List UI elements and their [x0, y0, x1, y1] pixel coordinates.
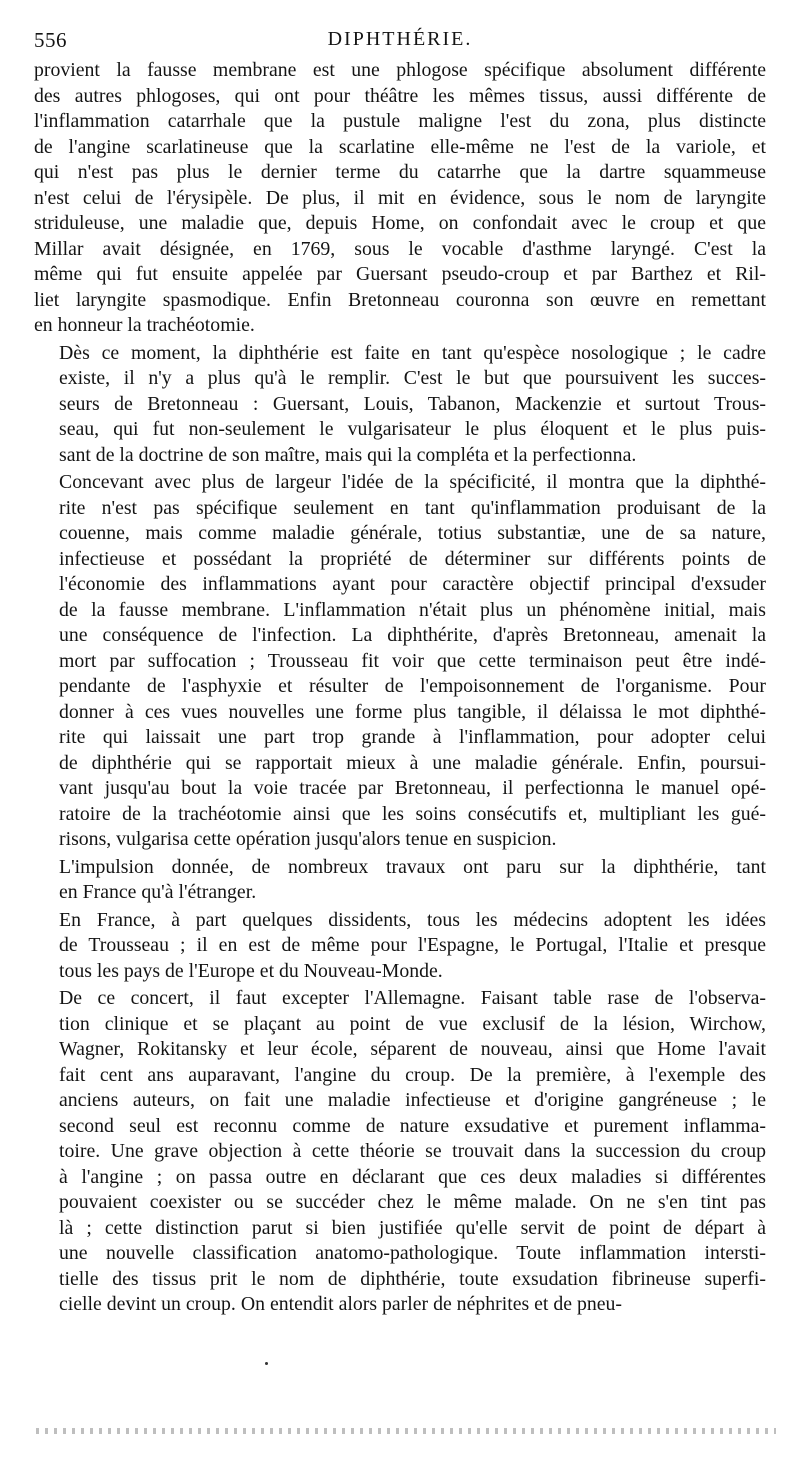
text-line: risons, vulgarisa cette opération jusqu'alors tenue en suspicion. — [59, 828, 557, 850]
paragraph — [34, 855, 766, 906]
text-line: Dès ce moment, la diphthérie est faite en tant qu'espèce nosologique ; le cadre — [59, 341, 766, 364]
text-line: de l'angine scarlatineuse que la scarlatine elle-même ne l'est de la variole, et — [34, 135, 766, 158]
text-line: ratoire de la trachéotomie ainsi que les soins consécutifs et, multipliant les gué- — [59, 802, 766, 825]
text-line: l'inflammation catarrhale que la pustule maligne l'est du zona, plus distincte — [34, 110, 766, 132]
text-line: rite qui laissait une part trop grande à l'inflammation, pour adopter celui — [59, 726, 766, 748]
text-line: tion clinique et se plaçant au point de vue exclusif de la lésion, Wirchow, — [59, 1012, 766, 1035]
text-line: Wagner, Rokitansky et leur école, séparent de nouveau, ainsi que Home l'avait — [59, 1038, 766, 1060]
text-line: toire. Une grave objection à cette théorie se trouvait dans la succession du croup — [59, 1140, 766, 1162]
paragraph — [34, 470, 766, 853]
text-line: second seul est reconnu comme de nature exsudative et purement inflamma- — [59, 1114, 766, 1137]
text-line: cielle devint un croup. On entendit alors parler de néphrites et de pneu- — [59, 1293, 623, 1315]
text-line: striduleuse, une maladie que, depuis Home, on confondait avec le croup et que — [34, 212, 766, 234]
text-line: de la fausse membrane. L'inflammation n'était plus un phénomène initial, mais — [59, 598, 766, 621]
paragraph — [34, 986, 766, 1318]
text-line: tielle des tissus prit le nom de diphthérie, toute exsudation fibrineuse superfi- — [59, 1267, 766, 1290]
footer-print-artifact — [36, 1428, 776, 1434]
text-line: de Trousseau ; il en est de même pour l'Espagne, le Portugal, l'Italie et presque — [59, 934, 766, 956]
text-line: En France, à part quelques dissidents, tous les médecins adoptent les idées — [59, 908, 766, 931]
text-line: anciens auteurs, on fait une maladie infectieuse et d'origine gangréneuse ; le — [59, 1089, 766, 1111]
body-text — [34, 58, 766, 1318]
text-line: en France qu'à l'étranger. — [59, 881, 257, 903]
text-line: Millar avait désignée, en 1769, sous le vocable d'asthme laryngé. C'est la — [34, 237, 766, 260]
text-line: à l'angine ; on passa outre en déclarant que ces deux maladies si différentes — [59, 1165, 766, 1188]
text-line: mort par suffocation ; Trousseau fit voir que cette terminaison peut être indé- — [59, 649, 766, 672]
text-line: sant de la doctrine de son maître, mais qui la compléta et la perfectionna. — [59, 443, 637, 466]
page-number: 556 — [34, 28, 67, 52]
text-line: de diphthérie qui se rapportait mieux à une maladie générale. Enfin, poursui- — [59, 751, 766, 774]
text-line: vant jusqu'au bout la voie tracée par Bretonneau, il perfectionna le manuel opé- — [59, 777, 766, 799]
paragraph — [34, 341, 766, 469]
text-line: en honneur la trachéotomie. — [34, 314, 255, 336]
text-line: L'impulsion donnée, de nombreux travaux ont paru sur la diphthérie, tant — [59, 855, 766, 878]
paragraph — [34, 908, 766, 985]
text-line: même qui fut ensuite appelée par Guersant pseudo-croup et par Barthez et Ril- — [34, 263, 766, 285]
text-line: n'est celui de l'érysipèle. De plus, il mit en évidence, sous le nom de laryngite — [34, 186, 766, 209]
text-line: provient la fausse membrane est une phlogose spécifique absolument différente — [34, 59, 766, 81]
text-line: infectieuse et possédant la propriété de déterminer sur différents points de — [59, 547, 766, 570]
text-line: seurs de Bretonneau : Guersant, Louis, Tabanon, Mackenzie et surtout Trous- — [59, 392, 766, 415]
running-head: DIPHTHÉRIE. — [327, 28, 473, 50]
text-line: une conséquence de l'infection. La diphthérite, d'après Bretonneau, amenait la — [59, 624, 766, 646]
paragraph — [34, 58, 766, 339]
text-line: rite n'est pas spécifique seulement en tant qu'inflammation produisant de la — [59, 496, 766, 519]
text-line: De ce concert, il faut excepter l'Allemagne. Faisant table rase de l'observa- — [59, 987, 766, 1009]
text-line: tous les pays de l'Europe et du Nouveau-Monde. — [59, 959, 443, 982]
text-line: Concevant avec plus de largeur l'idée de la spécificité, il montra que la diphthé- — [59, 471, 766, 493]
text-line: une nouvelle classification anatomo-pathologique. Toute inflammation intersti- — [59, 1242, 766, 1264]
text-line: liet laryngite spasmodique. Enfin Bretonneau couronna son œuvre en remettant — [34, 288, 766, 311]
print-speck — [265, 1362, 268, 1365]
text-line: l'économie des inflammations ayant pour caractère objectif principal d'exsuder — [59, 573, 766, 595]
text-line: couenne, mais comme maladie générale, totius substantiæ, une de sa nature, — [59, 522, 766, 544]
text-line: des autres phlogoses, qui ont pour théâtre les mêmes tissus, aussi différente de — [34, 84, 766, 107]
text-line: donner à ces vues nouvelles une forme plus tangible, il délaissa le mot diphthé- — [59, 700, 766, 723]
text-line: là ; cette distinction parut si bien justifiée qu'elle servit de point de départ à — [59, 1216, 766, 1239]
text-line: existe, il n'y a plus qu'à le remplir. C'est le but que poursuivent les succes- — [59, 367, 766, 389]
text-line: qui n'est pas plus le dernier terme du catarrhe que la dartre squammeuse — [34, 161, 766, 183]
text-line: pendante de l'asphyxie et résulter de l'empoisonnement de l'organisme. Pour — [59, 675, 766, 697]
text-line: pouvaient coexister ou se succéder chez le même malade. On ne s'en tint pas — [59, 1191, 766, 1213]
text-line: seau, qui fut non-seulement le vulgarisateur le plus éloquent et le plus puis- — [59, 418, 766, 440]
page-header — [34, 22, 766, 52]
text-line: fait cent ans auparavant, l'angine du croup. De la première, à l'exemple des — [59, 1063, 766, 1086]
